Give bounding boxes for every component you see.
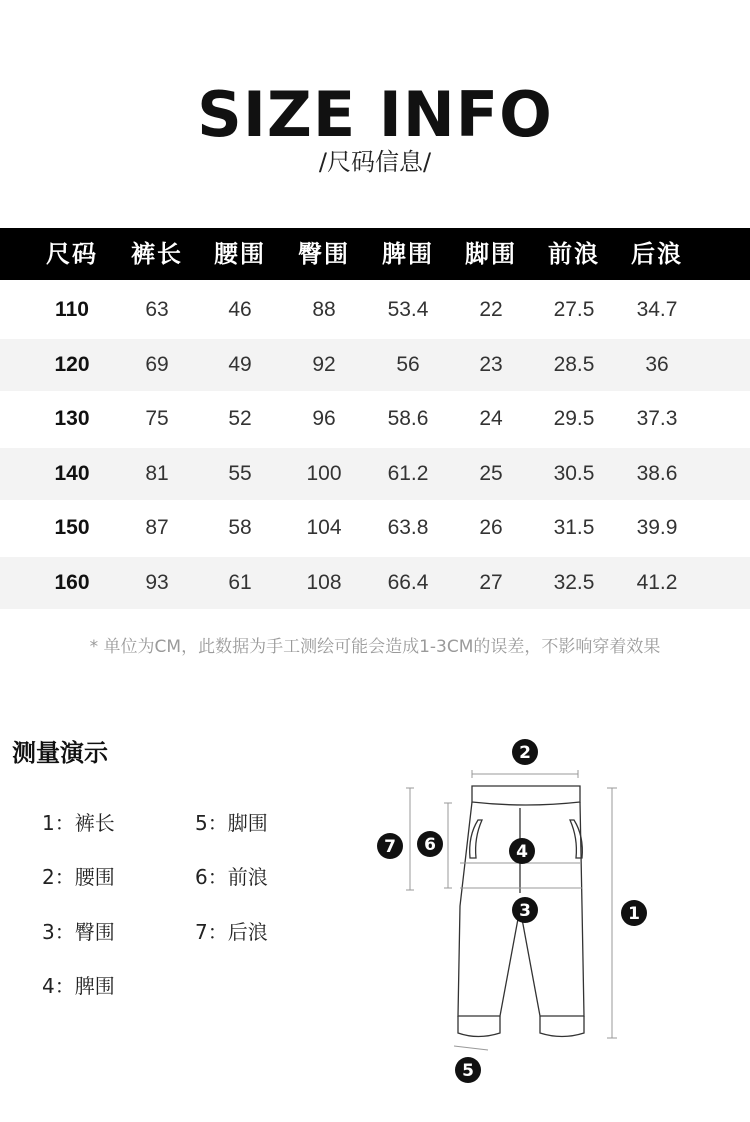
measurement-note: * 单位为CM，此数据为手工测绘可能会造成1-3CM的误差，不影响穿着效果 — [89, 637, 661, 657]
column-header-back-rise: 后浪 — [631, 240, 683, 268]
marker-thigh — [509, 838, 535, 864]
table-cell: 28.5 — [553, 352, 595, 376]
column-header-size: 尺码 — [46, 240, 98, 268]
table-cell: 58.6 — [387, 407, 429, 431]
column-header-hem: 脚围 — [465, 240, 517, 268]
table-cell: 56 — [396, 352, 420, 376]
table-cell: 31.5 — [553, 516, 595, 540]
table-cell: 104 — [306, 516, 342, 540]
table-cell: 108 — [306, 571, 342, 594]
svg-text:5: 5 — [462, 1061, 474, 1081]
legend-item-pants-length: 1：裤长 — [42, 811, 115, 835]
table-cell: 52 — [228, 407, 252, 431]
column-header-front-rise: 前浪 — [548, 240, 600, 268]
page-title: SIZE INFO — [197, 78, 553, 151]
column-header-pants-length: 裤长 — [131, 240, 183, 268]
table-cell: 41.2 — [636, 571, 678, 594]
table-cell: 63 — [145, 298, 169, 321]
table-cell: 27.5 — [553, 298, 595, 321]
pants-measurement-diagram — [360, 728, 680, 1098]
table-cell: 25 — [479, 461, 503, 485]
marker-front-rise — [417, 831, 443, 857]
table-cell: 24 — [479, 407, 503, 431]
table-cell: 92 — [312, 352, 336, 376]
table-cell: 29.5 — [553, 407, 595, 431]
table-cell: 34.7 — [636, 298, 678, 321]
legend-item-waist: 2：腰围 — [42, 865, 115, 889]
svg-text:1: 1 — [628, 904, 640, 924]
table-cell-size: 150 — [54, 516, 90, 540]
table-cell: 93 — [145, 571, 169, 594]
table-cell: 32.5 — [553, 571, 595, 594]
marker-hem — [455, 1057, 481, 1083]
table-cell-size: 130 — [54, 407, 90, 431]
table-cell: 61.2 — [387, 461, 429, 485]
table-row — [0, 339, 750, 391]
table-cell: 69 — [145, 352, 169, 376]
table-cell-size: 110 — [55, 298, 89, 321]
table-cell: 36 — [645, 352, 669, 376]
column-header-hip: 臀围 — [298, 240, 350, 268]
legend-item-front-rise: 6：前浪 — [195, 865, 268, 889]
table-row — [0, 393, 750, 445]
column-header-thigh: 脾围 — [382, 240, 434, 268]
table-cell: 37.3 — [636, 407, 678, 431]
table-cell: 30.5 — [553, 461, 595, 485]
marker-pants-length — [621, 900, 647, 926]
table-cell: 88 — [312, 298, 336, 321]
table-cell: 58 — [228, 516, 252, 540]
table-cell: 22 — [479, 298, 503, 321]
table-cell: 61 — [228, 571, 252, 594]
table-cell: 66.4 — [387, 571, 429, 594]
table-cell: 27 — [479, 571, 503, 594]
table-row — [0, 502, 750, 554]
svg-text:6: 6 — [424, 835, 436, 855]
table-cell: 63.8 — [387, 516, 429, 540]
table-cell: 100 — [306, 461, 342, 485]
table-cell-size: 140 — [54, 461, 90, 485]
svg-text:7: 7 — [384, 837, 396, 857]
table-cell-size: 120 — [54, 352, 90, 376]
table-cell: 55 — [228, 461, 252, 485]
marker-hip — [512, 897, 538, 923]
marker-waist — [512, 739, 538, 765]
table-cell: 49 — [228, 352, 252, 376]
table-cell: 53.4 — [387, 298, 429, 321]
table-cell: 75 — [145, 407, 169, 431]
svg-text:3: 3 — [519, 901, 531, 921]
marker-back-rise — [377, 833, 403, 859]
table-cell: 38.6 — [636, 461, 678, 485]
legend-item-hem: 5：脚围 — [195, 811, 268, 835]
table-cell: 46 — [228, 298, 252, 321]
column-header-waist: 腰围 — [214, 240, 266, 268]
legend-item-thigh: 4：脾围 — [42, 974, 115, 998]
table-cell: 26 — [479, 516, 503, 540]
legend-item-back-rise: 7：后浪 — [195, 920, 268, 944]
legend-item-hip: 3：臀围 — [42, 920, 115, 944]
svg-text:4: 4 — [516, 842, 528, 862]
table-cell: 96 — [312, 407, 336, 431]
table-row — [0, 284, 750, 336]
table-cell: 39.9 — [636, 516, 678, 540]
table-row — [0, 448, 750, 500]
table-cell: 81 — [145, 461, 169, 485]
svg-text:2: 2 — [519, 743, 531, 763]
measurement-lines — [406, 770, 617, 1050]
table-cell: 23 — [479, 352, 503, 376]
table-cell: 87 — [145, 516, 169, 540]
demo-title: 测量演示 — [12, 739, 108, 767]
table-row — [0, 557, 750, 609]
page-subtitle: /尺码信息/ — [318, 148, 432, 176]
size-table-header — [0, 228, 750, 280]
table-cell-size: 160 — [54, 571, 90, 594]
